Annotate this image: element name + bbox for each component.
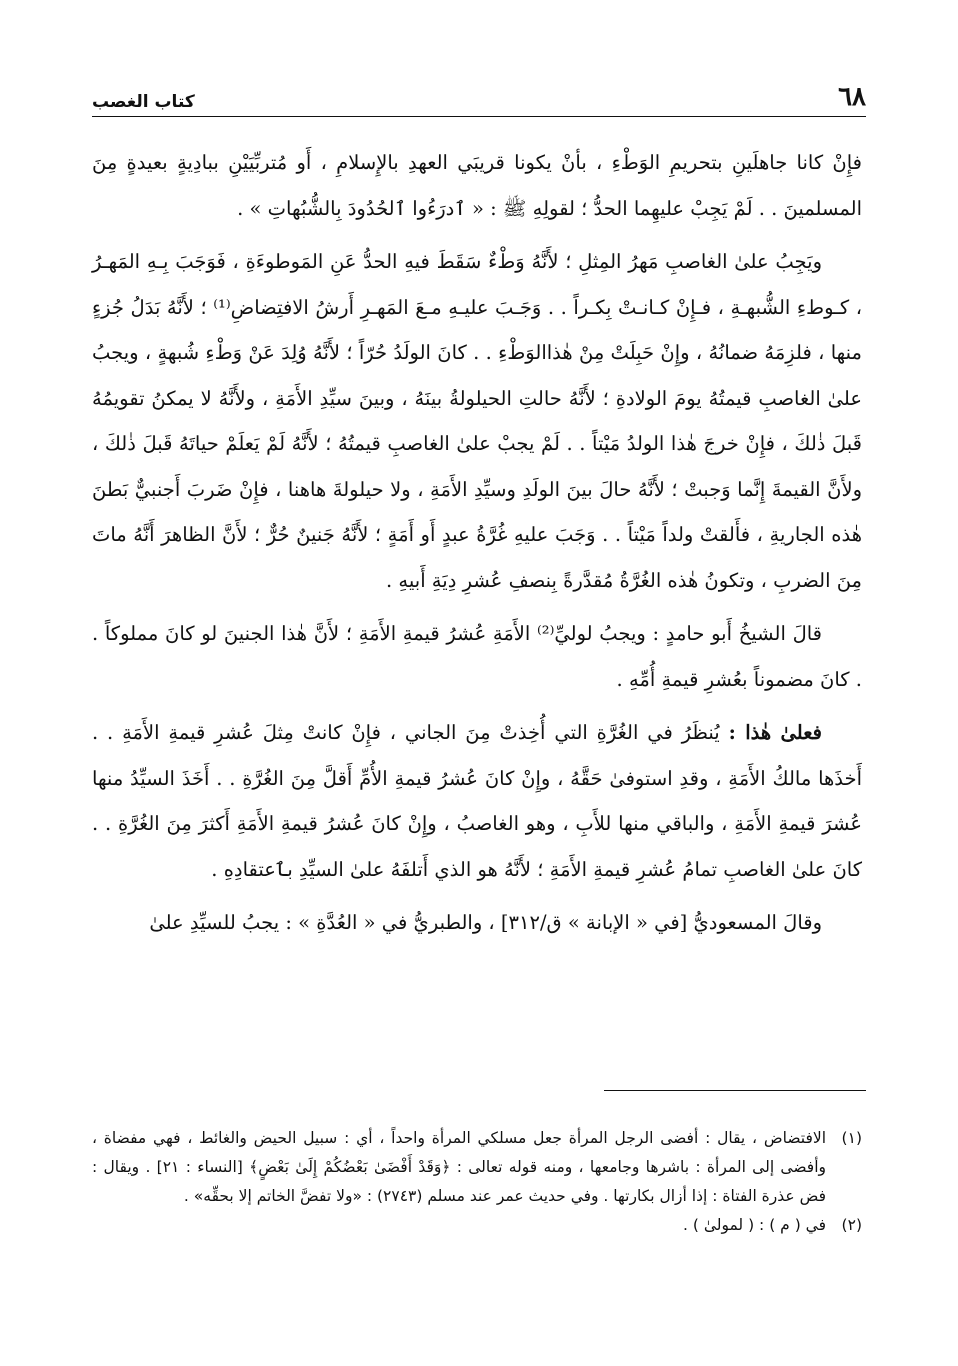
footnote (92, 1211, 862, 1240)
footnote-separator (604, 1090, 866, 1091)
footnote (92, 1124, 862, 1211)
footnotes (92, 1124, 862, 1240)
paragraph-5: وقالَ المسعوديُّ [في « الإبانة » ق/٣١٢] ، والطبريُّ في « العُدَّةِ » : يجبُ للسيِّدِ علىٰ (149, 911, 822, 934)
page-number: ٦٨ (838, 82, 866, 112)
footnote-text: الافتضاض ، يقال : أفضى الرجل المرأة جعل مسلكي المرأة واحداً ، أي : سبيل الحيض والغائط ، فهي مفضاة ، وأفضى إلى المرأة : باشرها وجامعها ، ومنه قوله تعالى : ﴿وَقَدْ أَفْضَىٰ بَعْضُكُمْ إِلَىٰ بَعْضٍ﴾ [النساء : ٢١] . ويقال : فض عذرة الفتاة : إذا أزال بكارتها . وفي حديث عمر عند مسلم (٢٧٤٣) : «ولا تفضَّ الخاتم إلا بحقِّه» . (92, 1129, 826, 1205)
running-title: كتاب الغصب (92, 92, 195, 112)
main-text (92, 140, 862, 954)
footnote-text: في ( م ) : ( لمولىٰ ) . (682, 1216, 826, 1234)
paragraph-4 (92, 710, 862, 892)
paragraph-3: قالَ الشيخُ أَبو حامدٍ : ويجبُ لوليِّ⁽²⁾ الأَمَةِ عُشرُ قيمةِ الأَمَةِ ؛ لأَنَّ هٰذا الجنينَ لو كانَ مملوكاً . . كانَ مضموناً بعُشرِ قيمةِ أُمِّهِ . (92, 622, 862, 691)
page-header (92, 78, 866, 117)
paragraph-4-lead: فعلىٰ هٰذا : (728, 721, 822, 744)
paragraph-4-text: يُنظَرُ في الغُرَّةِ التي أُخِذتْ مِنَ الجاني ، فإِنْ كانتْ مِثلَ عُشرِ قيمةِ الأَمَةِ . . أَخذَها مالكُ الأَمَةِ ، وقدِ استوفىٰ حَقَّهُ ، وإِنْ كانَ عُشرُ قيمةِ الأُمِّ أَقلَّ مِنَ الغُرَّةِ . . أَخَذَ السيِّدُ منها عُشرَ قيمةِ الأَمَةِ ، والباقي منها للأَبِ ، وهو الغاصبُ ، وإِنْ كانَ عُشرُ قيمةِ الأَمَةِ أَكثرَ مِنَ الغُرَّةِ . . كانَ علىٰ الغاصبِ تمامُ عُشرِ قيمةِ الأَمَةِ ؛ لأَنَّهُ هو الذي أَتلفَهُ علىٰ السيِّدِ بٱعتقادِهِ . (92, 721, 862, 881)
paragraph-2: ويَجِبُ علىٰ الغاصبِ مَهرُ المِثلِ ؛ لأَنَّهُ وَطْءٌ سَقَطَ فيهِ الحدُّ عَنِ المَوطوءَةِ ، فَوَجَبَ بِـهِ المَهـرُ ، كـوطءِ الشُّبهـةِ ، فـإِنْ كـانـتْ بِكـراً . . وَجَـبَ عليـهِ مـعَ المَهـرِ أَرشُ الافتِضاضِ⁽¹⁾ ؛ لأَنَّهُ بَدَلُ جُزءٍ منها ، فلزِمَهُ ضمانُهُ ، وإِنْ حَبِلَتْ مِنْ هٰذاالوَطْءِ . . كانَ الولَدُ حُرّاً ؛ لأَنَّهُ وُلِدَ عَنْ وَطْءِ شُبهةٍ ، ويجبُ علىٰ الغاصبِ قيمتُهُ يومَ الولادةِ ؛ لأَنَّهُ حالتِ الحيلولةُ بينَهُ ، وبينَ سيِّدِ الأَمَةِ ، ولأَنَّهُ لا يمكنُ تقويمُهُ قَبلَ ذٰلكَ ، فإِنْ خرجَ هٰذا الولدُ مَيْتاً . . لَمْ يجبْ علىٰ الغاصبِ قيمتُهُ ؛ لأَنَّهُ لَمْ يَعلَمْ حياتَهُ قَبلَ ذٰلكَ ، ولأَنَّ القيمةَ إِنَّما وَجبتْ ؛ لأَنَّهُ حالَ بينَ الولَدِ وسيِّدِ الأَمَةِ ، ولا حيلولةَ هاهنا ، فإِنْ ضَربَ أَجنبيٌّ بَطنَ هٰذه الجاريةِ ، فأَلقتْ ولداً مَيْتاً . . وَجَبَ عليهِ غُرَّةُ عبدٍ أَو أَمَةٍ ؛ لأَنَّهُ جَنينٌ حُرٌّ ؛ لأَنَّ الظاهرَ أَنَّهُ ماتَ مِنَ الضربِ ، وتكونُ هٰذه الغُرَّةُ مُقدَّرةً بِنصفِ عُشرِ دِيَةِ أَبيهِ . (92, 250, 862, 592)
footnote-number: (١) (841, 1129, 862, 1147)
footnote-number: (٢) (841, 1216, 862, 1234)
paragraph-1: فإِنْ كانا جاهلَينِ بتحريمِ الوَطْءِ ، بأنْ يكونا قريبَي العهدِ بالإِسلامِ ، أَو مُتربِّيَيْنِ ببادِيةٍ بعيدةٍ مِنَ المسلمينَ . . لَمْ يَجِبْ عليهِما الحدُّ ؛ لقولِهِ ﷺ : « ٱدرَءُوا ٱلحُدُودَ بِالشُّبُهاتِ » . (92, 151, 862, 220)
